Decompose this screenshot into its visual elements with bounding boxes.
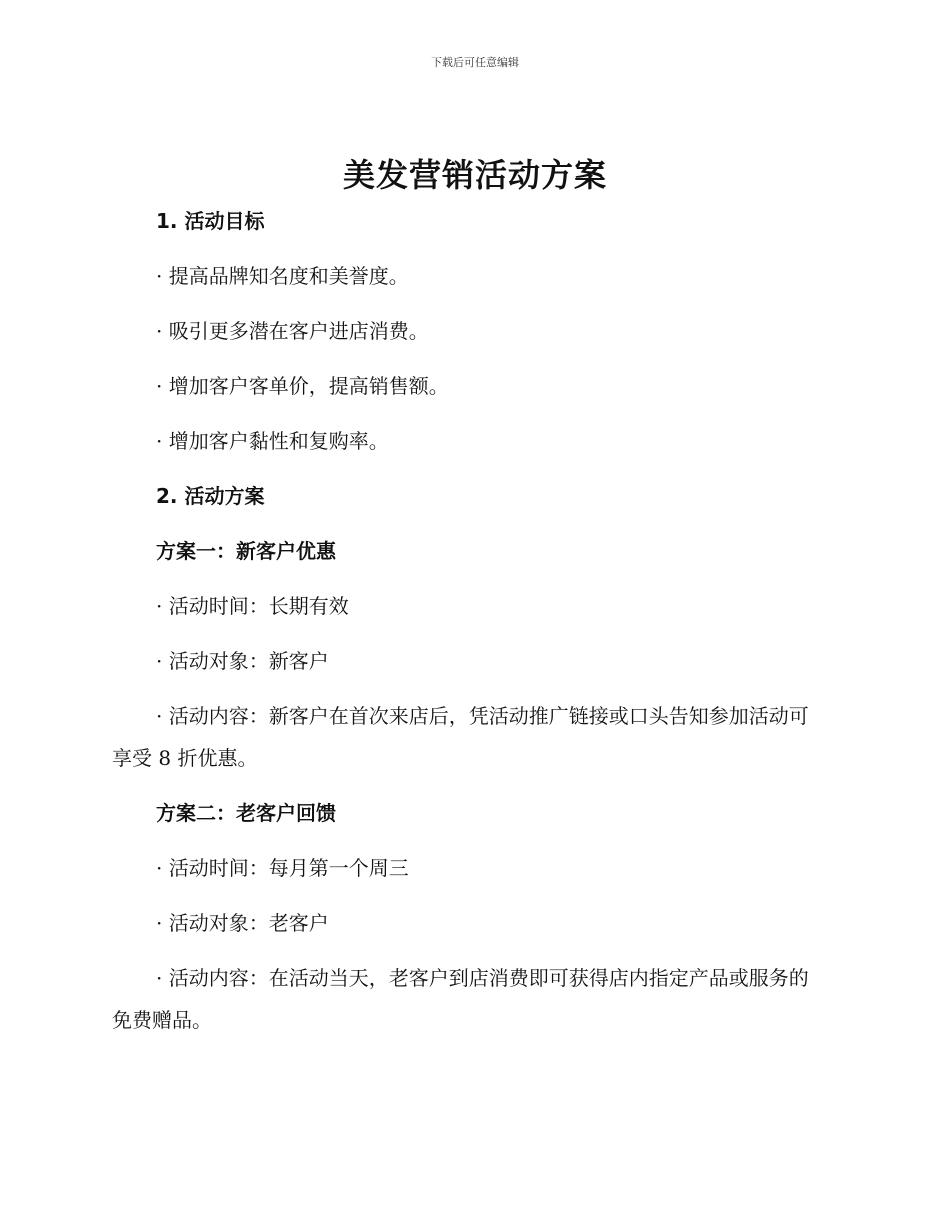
section-heading-plans: 2. 活动方案 bbox=[156, 484, 265, 508]
plan-detail-item: · 活动内容：在活动当天，老客户到店消费即可获得店内指定产品或服务的免费赠品。 bbox=[112, 957, 828, 1041]
header-note: 下载后可任意编辑 bbox=[431, 56, 519, 69]
plan-heading-old-customers: 方案二：老客户回馈 bbox=[156, 801, 336, 825]
plan-detail-item: · 活动时间：长期有效 bbox=[112, 585, 828, 627]
document-body bbox=[112, 200, 828, 1054]
document-title: 美发营销活动方案 bbox=[342, 156, 607, 194]
section-heading-goals: 1. 活动目标 bbox=[156, 209, 265, 233]
goal-item: · 提高品牌知名度和美誉度。 bbox=[112, 255, 828, 297]
plan-detail-item: · 活动对象：新客户 bbox=[112, 640, 828, 682]
plan-detail-item: · 活动对象：老客户 bbox=[112, 902, 828, 944]
goal-item: · 增加客户黏性和复购率。 bbox=[112, 420, 828, 462]
goal-item: · 增加客户客单价，提高销售额。 bbox=[112, 365, 828, 407]
plan-detail-item: · 活动时间：每月第一个周三 bbox=[112, 847, 828, 889]
goal-item: · 吸引更多潜在客户进店消费。 bbox=[112, 310, 828, 352]
plan-heading-new-customers: 方案一：新客户优惠 bbox=[156, 539, 336, 563]
plan-detail-item: · 活动内容：新客户在首次来店后，凭活动推广链接或口头告知参加活动可享受 8 折优惠。 bbox=[112, 695, 828, 779]
